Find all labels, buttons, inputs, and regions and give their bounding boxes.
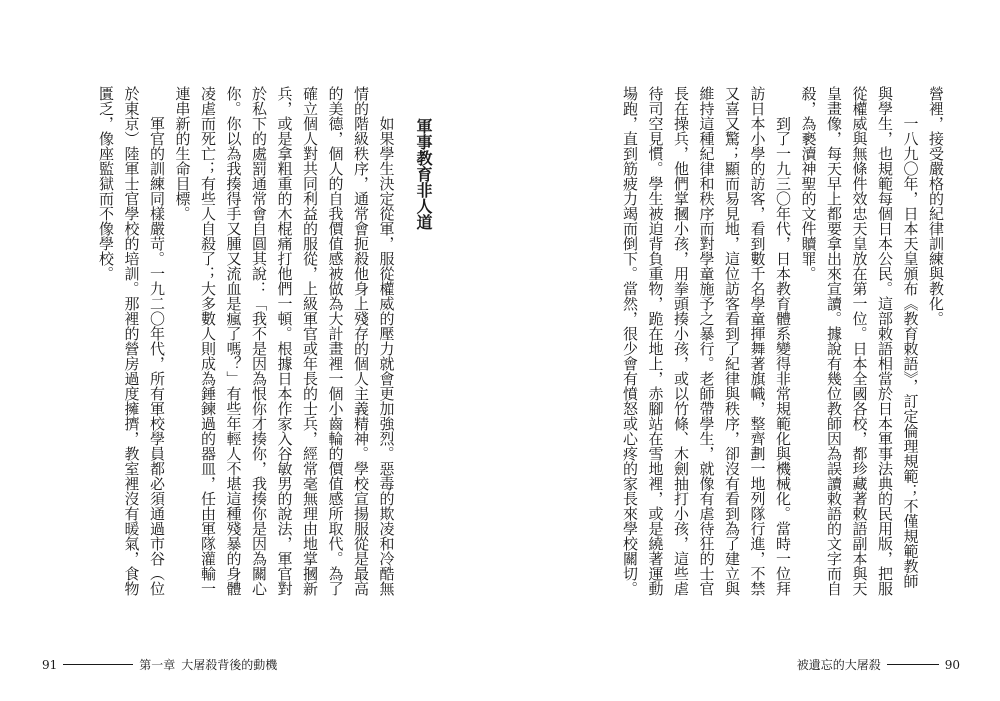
paragraph: 到了一九三〇年代，日本教育體系變得非常規範化與機械化。當時一位拜訪日本小學的訪客，看到數千名學童揮舞著旗幟，整齊劃一地列隊行進，不禁又喜又驚；顯而易見地，這位訪客看到了紀律與秩序，卻沒有看到為了建立與維持這種紀律和秩序而對學童施予之暴行。老師帶學生，就像有虐待狂的士官長在操兵，他們掌摑小孩，用拳頭揍小孩，或以竹條、木劍抽打小孩，這些虐待司空見慣。學生被迫背負重物，跪在地上，赤腳站在雪地裡，或是繞著運動場跑，直到筋疲力竭而倒下。當然，很少會有憤怒或心疼的家長來學校關切。: [621, 86, 792, 596]
paragraph: 一八九〇年，日本天皇頒布《教育敕語》，訂定倫理規範；不僅規範教師與學生，也規範每個日本公民。這部敕語相當於日本軍事法典的民用版，把服從權威與無條件效忠天皇放在第一位。日本全國各校，都珍藏著敕語副本與天皇畫像，每天早上都要拿出來宣讀。據說有幾位教師因為誤讀敕語的文字而自殺，為褻瀆神聖的文件贖罪。: [799, 86, 920, 596]
paragraph: 營裡，接受嚴格的紀律訓練與教化。: [927, 86, 945, 326]
section-heading: 軍事教育非人道: [414, 118, 433, 230]
footer-rule: [63, 664, 133, 665]
page-number: 91: [42, 657, 58, 672]
footer-rule: [887, 664, 939, 665]
paragraph: 軍官的訓練同樣嚴苛。一九二〇年代，所有軍校學員都必須通過市谷（位於東京）陸軍士官學校的培訓。那裡的營房過度擁擠，教室裡沒有暖氣，食物匱乏，像座監獄而不像學校。: [97, 86, 166, 596]
book-title: 被遺忘的大屠殺: [796, 658, 881, 672]
left-page-footer: [42, 656, 277, 673]
chapter-title: 大屠殺背後的動機: [181, 658, 278, 672]
right-page-text: [558, 86, 948, 596]
left-page-text: [88, 86, 448, 596]
paragraph: 如果學生決定從軍，服從權威的壓力就會更加強烈。惡毒的欺凌和冷酷無情的階級秩序，通常會扼殺他身上殘存的個人主義精神。學校宣揚服從是最高的美德，個人的自我價值感被做為大計畫裡一個小齒輪的價值感所取代。為了確立個人對共同利益的服從，上級軍官或年長的士兵，經常毫無理由地掌摑新兵，或是拿粗重的木棍痛打他們一頓。根據日本作家入谷敏男的說法，軍官對於私下的處罰通常會自圓其說：「我不是因為恨你才揍你，我揍你是因為關心你。你以為我揍得手又腫又流血是瘋了嗎？」有些年輕人不堪這種殘暴的身體凌虐而死亡；有些人自殺了；大多數人則成為錘鍊過的器皿，任由軍隊灌輸一連串新的生命目標。: [173, 86, 396, 596]
page-number: 90: [944, 657, 960, 672]
right-page: [500, 0, 1000, 701]
chapter-label: 第一章: [139, 658, 176, 672]
right-page-footer: [797, 656, 960, 673]
